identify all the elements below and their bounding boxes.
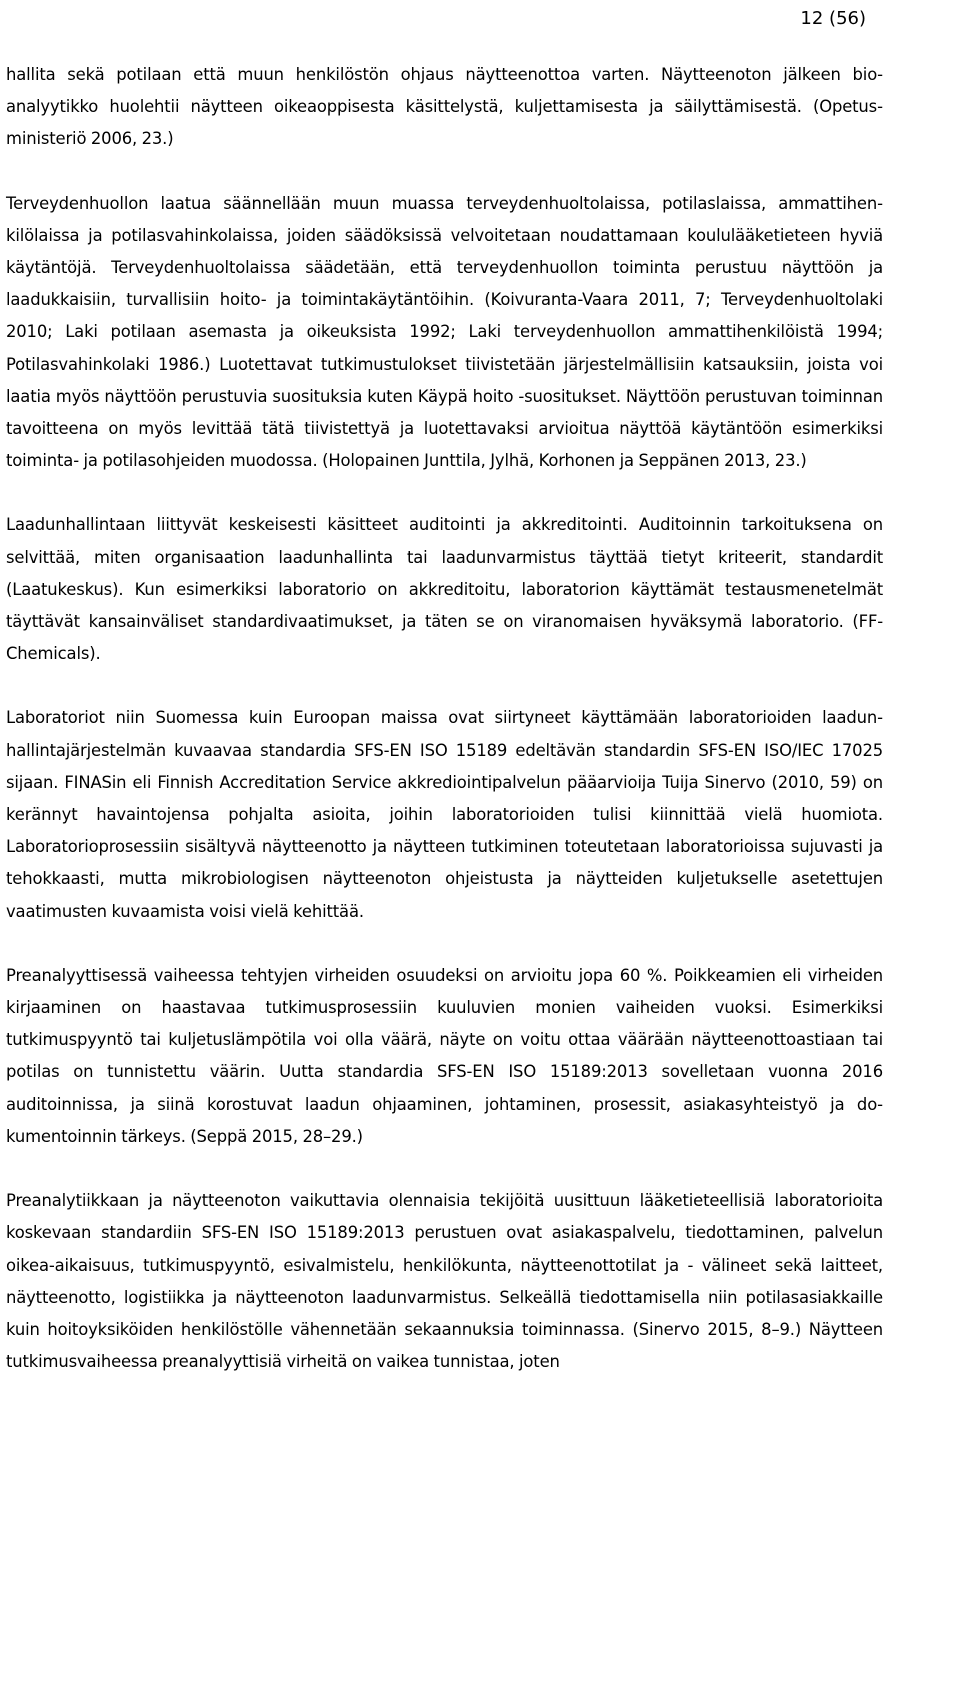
page-number: 12 (56) <box>800 8 866 29</box>
paragraph: Laadunhallintaan liittyvät keskeisesti käsitteet auditointi ja akkreditointi. Auditoinnin tarkoituksena on selvittää, miten organisaation laadunhallinta tai laadunvarmistus täyttää tietyt kriteerit, standardit (Laatukeskus). Kun esimerkiksi laboratorio on akkreditoitu, laboratorion käyttämät testausmenetelmät täyttävät kansainväliset standardivaatimukset, ja täten se on viranomaisen hyväksymä laboratorio. (FF-Chemicals). <box>6 515 883 664</box>
document-body <box>6 59 883 1378</box>
paragraph: hallita sekä potilaan että muun henkilöstön ohjaus näytteenottoa varten. Näytteenoton jälkeen bioanalyytikko huolehtii näytteen oikeaoppisesta käsittelystä, kuljettamisesta ja säilyttämisestä. (Opetusministeriö 2006, 23.) <box>6 65 883 149</box>
paragraph: Preanalytiikkaan ja näytteenoton vaikuttavia olennaisia tekijöitä uusittuun lääketieteellisiä laboratorioita koskevaan standardiin SFS-EN ISO 15189:2013 perustuen ovat asiakaspalvelu, tiedottaminen, palvelun oikea-aikaisuus, tutkimuspyyntö, esivalmistelu, henkilökunta, näytteenottotilat ja - välineet sekä laitteet, näytteenotto, logistiikka ja näytteenoton laadunvarmistus. Selkeällä tiedottamisella niin potilasasiakkaille kuin hoitoyksiköiden henkilöstölle vähennetään sekaannuksia toiminnassa. (Sinervo 2015, 8–9.) Näytteen tutkimusvaiheessa preanalyyttisiä virheitä on vaikea tunnistaa, joten <box>6 1191 883 1372</box>
paragraph: Laboratoriot niin Suomessa kuin Euroopan maissa ovat siirtyneet käyttämään laboratorioiden laadunhallintajärjestelmän kuvaavaa standardia SFS-EN ISO 15189 edeltävän standardin SFS-EN ISO/IEC 17025 sijaan. FINASin eli Finnish Accreditation Service akkrediointipalvelun pääarvioija Tuija Sinervo (2010, 59) on kerännyt havaintojensa pohjalta asioita, joihin laboratorioiden tulisi kiinnittää vielä huomiota. Laboratorioprosessiin sisältyvä näytteenotto ja näytteen tutkiminen toteutetaan laboratorioissa sujuvasti ja tehokkaasti, mutta mikrobiologisen näytteenoton ohjeistusta ja näytteiden kuljetukselle asetettujen vaatimusten kuvaamista voisi vielä kehittää. <box>6 708 883 921</box>
paragraph: Preanalyyttisessä vaiheessa tehtyjen virheiden osuudeksi on arvioitu jopa 60 %. Poikkeamien eli virheiden kirjaaminen on haastavaa tutkimusprosessiin kuuluvien monien vaiheiden vuoksi. Esimerkiksi tutkimuspyyntö tai kuljetuslämpötila voi olla väärä, näyte on voitu ottaa väärään näytteenottoastiaan tai potilas on tunnistettu väärin. Uutta standardia SFS-EN ISO 15189:2013 sovelletaan vuonna 2016 auditoinnissa, ja siinä korostuvat laadun ohjaaminen, johtaminen, prosessit, asiakasyhteistyö ja dokumentoinnin tärkeys. (Seppä 2015, 28–29.) <box>6 965 883 1146</box>
paragraph: Terveydenhuollon laatua säännellään muun muassa terveydenhuoltolaissa, potilaslaissa, ammattihenkilölaissa ja potilasvahinkolaissa, joiden säädöksissä velvoitetaan noudattamaan koululääketieteen hyviä käytäntöjä. Terveydenhuoltolaissa säädetään, että terveydenhuollon toiminta perustuu näyttöön ja laadukkaisiin, turvallisiin hoito- ja toimintakäytäntöihin. (Koivuranta-Vaara 2011, 7; Terveydenhuoltolaki 2010; Laki potilaan asemasta ja oikeuksista 1992; Laki terveydenhuollon ammattihenkilöistä 1994; Potilasvahinkolaki 1986.) Luotettavat tutkimustulokset tiivistetään järjestelmällisiin katsauksiin, joista voi laatia myös näyttöön perustuvia suosituksia kuten Käypä hoito -suositukset. Näyttöön perustuvan toiminnan tavoitteena on myös levittää tätä tiivistettyä ja luotettavaksi arvioitua näyttöä käytäntöön esimerkiksi toiminta- ja potilasohjeiden muodossa. (Holopainen Junttila, Jylhä, Korhonen ja Seppänen 2013, 23.) <box>6 193 883 471</box>
